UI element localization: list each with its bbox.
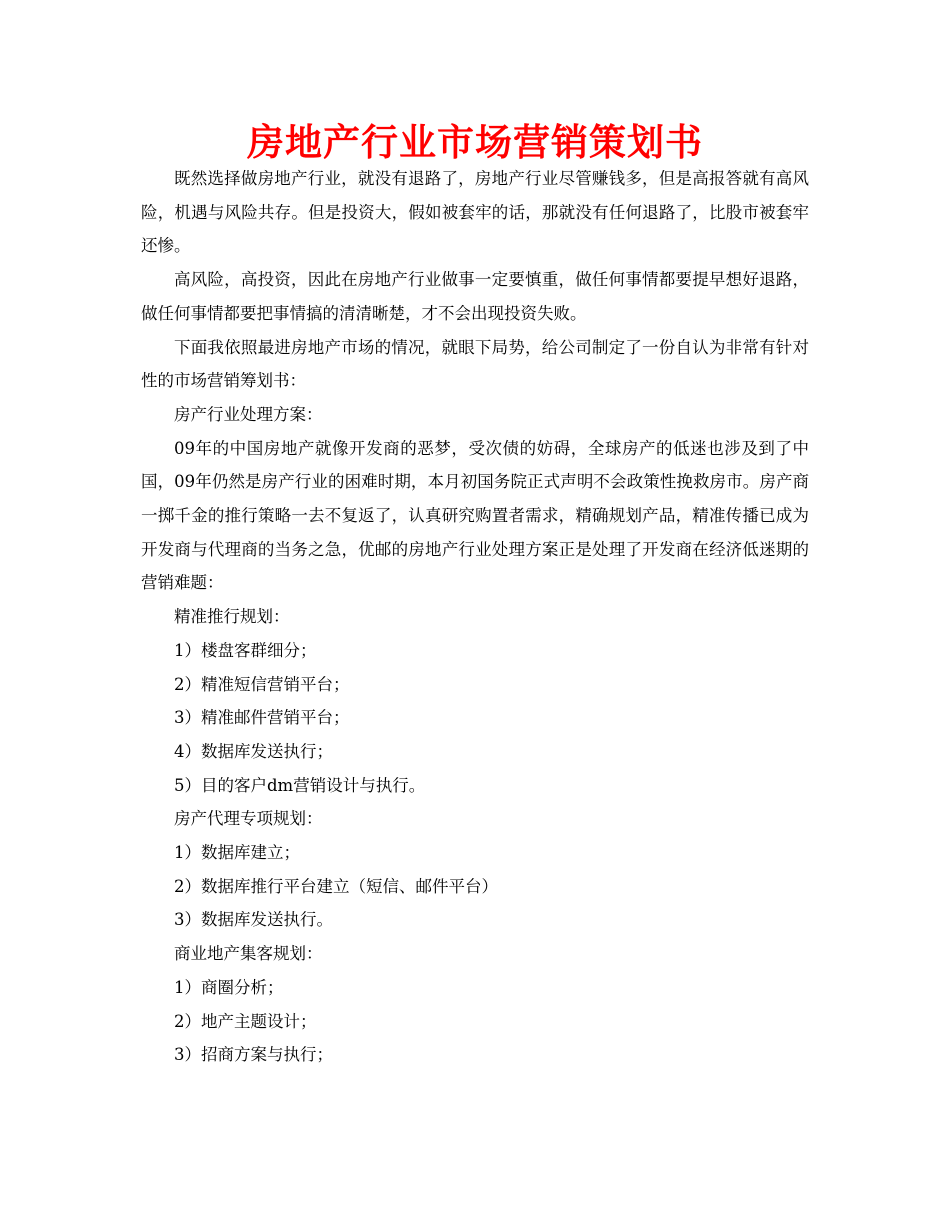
- list-item: 3）数据库发送执行。: [174, 910, 333, 930]
- section-heading: 精准推行规划：: [174, 607, 290, 627]
- list-item: 3）精准邮件营销平台；: [174, 708, 350, 728]
- paragraph: 既然选择做房地产行业，就没有退路了，房地产行业尽管赚钱多，但是高报答就有高风险，机遇与风险共存。但是投资大，假如被套牢的话，那就没有任何退路了，比股市被套牢还惨。: [141, 169, 809, 256]
- list-item: 2）数据库推行平台建立（短信、邮件平台）: [174, 876, 498, 896]
- paragraph: 高风险，高投资，因此在房地产行业做事一定要慎重，做任何事情都要提早想好退路，做任何事情都要把事情搞的清清晰楚，才不会出现投资失败。: [141, 270, 809, 323]
- section-heading: 房产代理专项规划：: [174, 809, 323, 829]
- document-title: 房地产行业市场营销策划书: [247, 121, 703, 164]
- list-item: 2）地产主题设计；: [174, 1011, 317, 1031]
- list-item: 3）招商方案与执行；: [174, 1045, 333, 1065]
- list-item: 4）数据库发送执行；: [174, 741, 333, 761]
- list-item: 1）数据库建立；: [174, 843, 300, 863]
- section-heading: 商业地产集客规划：: [174, 944, 323, 964]
- list-item: 5）目的客户dm营销设计与执行。: [174, 775, 426, 795]
- section-heading: 房产行业处理方案：: [174, 404, 323, 424]
- list-item: 2）精准短信营销平台；: [174, 674, 350, 694]
- paragraph: 下面我依照最进房地产市场的情况，就眼下局势，给公司制定了一份自认为非常有针对性的市场营销筹划书：: [141, 337, 809, 391]
- paragraph: 09年的中国房地产就像开发商的恶梦，受次债的妨碍，全球房产的低迷也涉及到了中国，09年仍然是房产行业的困难时期，本月初国务院正式声明不会政策性挽救房市。房产商一掷千金的推行策略一去不复返了，认真研究购置者需求，精确规划产品，精准传播已成为开发商与代理商的当务之急，优邮的房地产行业处理方案正是处理了开发商在经济低迷期的营销难题：: [141, 438, 809, 593]
- list-item: 1）楼盘客群细分；: [174, 640, 317, 660]
- list-item: 1）商圈分析；: [174, 977, 284, 997]
- document-body: [141, 162, 809, 1072]
